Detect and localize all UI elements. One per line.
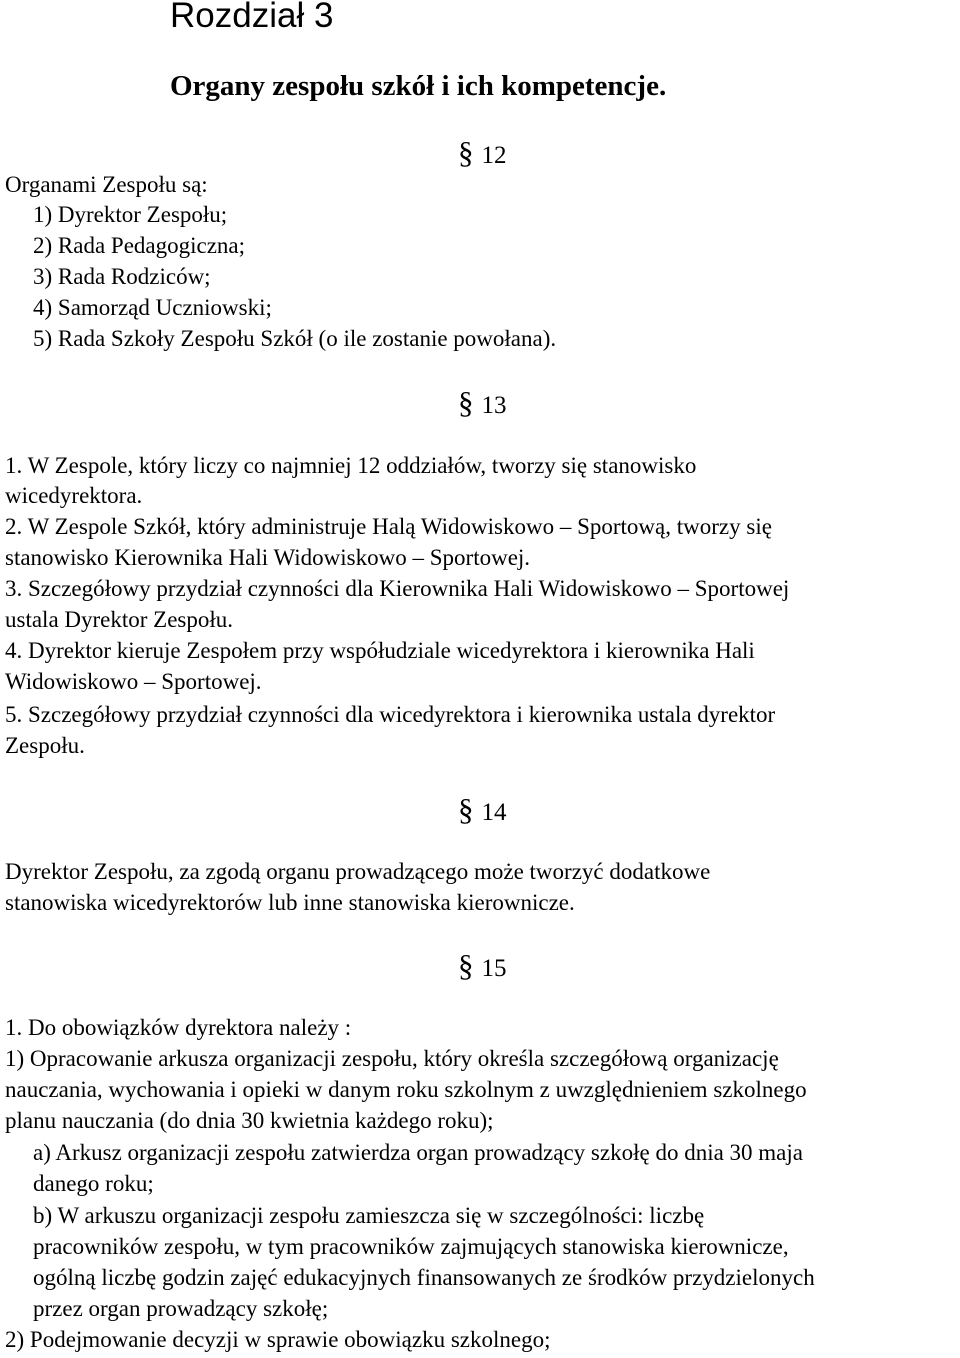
text-line: pracowników zespołu, w tym pracowników zajmujących stanowiska kierownicze, [33,1234,789,1259]
paragraph-number: 14 [481,799,507,826]
section-symbol: § [458,948,474,983]
list-item: 5) Rada Szkoły Zespołu Szkół (o ile zostanie powołana). [33,326,557,351]
text-line: stanowiska wicedyrektorów lub inne stanowiska kierownicze. [5,890,575,915]
paragraph-number: 12 [481,142,507,169]
text-line: 1. W Zespole, który liczy co najmniej 12 oddziałów, tworzy się stanowisko [5,453,697,478]
text-line: Dyrektor Zespołu, za zgodą organu prowadzącego może tworzyć dodatkowe [5,859,711,884]
list-item: a) Arkusz organizacji zespołu zatwierdza organ prowadzący szkołę do dnia 30 maja [33,1140,803,1165]
section-symbol: § [458,385,474,420]
list-item: 3) Rada Rodziców; [33,264,211,289]
text-line: 4. Dyrektor kieruje Zespołem przy współudziale wicedyrektora i kierownika Hali [5,638,755,663]
text-line: Zespołu. [5,733,85,758]
section-symbol: § [458,792,474,827]
text-line: danego roku; [33,1171,154,1196]
text-line: Organami Zespołu są: [5,172,208,197]
paragraph-number: 15 [481,955,507,982]
section-symbol: § [458,135,474,170]
text-line: planu nauczania (do dnia 30 kwietnia każdego roku); [5,1108,494,1133]
paragraph-15-heading [458,948,507,984]
paragraph-14-heading [458,792,507,828]
text-line: 3. Szczegółowy przydział czynności dla Kierownika Hali Widowiskowo – Sportowej [5,576,790,601]
list-item: 1) Dyrektor Zespołu; [33,202,228,227]
text-line: 2. W Zespole Szkół, który administruje Halą Widowiskowo – Sportową, tworzy się [5,514,772,539]
text-line: 5. Szczegółowy przydział czynności dla wicedyrektora i kierownika ustala dyrektor [5,702,776,727]
paragraph-12-heading [458,135,507,171]
paragraph-13-heading [458,385,507,421]
section-heading: Organy zespołu szkół i ich kompetencje. [170,70,667,102]
text-line: 1) Opracowanie arkusza organizacji zespołu, który określa szczegółową organizację [5,1046,779,1071]
paragraph-number: 13 [481,392,507,419]
list-item: 4) Samorząd Uczniowski; [33,295,272,320]
text-line: nauczania, wychowania i opieki w danym roku szkolnym z uwzględnieniem szkolnego [5,1077,807,1102]
list-item: b) W arkuszu organizacji zespołu zamieszcza się w szczególności: liczbę [33,1203,705,1228]
list-item: 2) Rada Pedagogiczna; [33,233,246,258]
text-line: Widowiskowo – Sportowej. [5,669,262,694]
text-line: 1. Do obowiązków dyrektora należy : [5,1015,352,1040]
text-line: stanowisko Kierownika Hali Widowiskowo – Sportowej. [5,545,531,570]
text-line: wicedyrektora. [5,483,143,508]
list-item: 2) Podejmowanie decyzji w sprawie obowiązku szkolnego; [5,1327,551,1352]
text-line: ogólną liczbę godzin zajęć edukacyjnych finansowanych ze środków przydzielonych [33,1265,815,1290]
text-line: ustala Dyrektor Zespołu. [5,607,234,632]
text-line: przez organ prowadzący szkołę; [33,1296,329,1321]
chapter-title: Rozdział 3 [170,0,334,35]
